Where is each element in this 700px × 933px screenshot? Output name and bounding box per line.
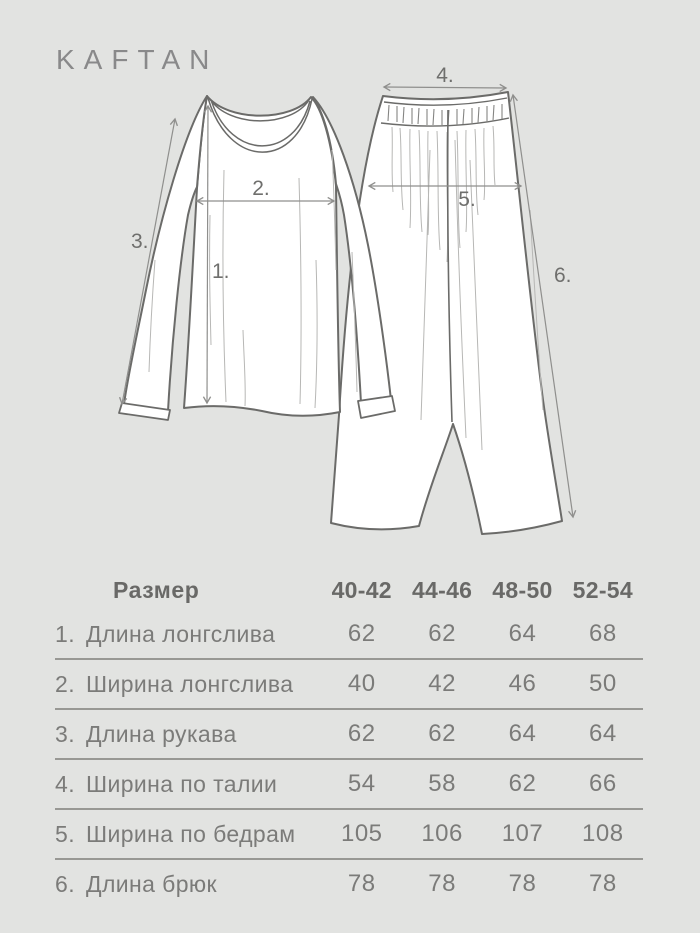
- measure-label-4: 4.: [436, 64, 454, 87]
- cell-value: 40: [347, 670, 376, 697]
- row-label-cell: [55, 771, 322, 798]
- table-row: [55, 860, 643, 908]
- table-row: [55, 710, 643, 760]
- cell-value: 62: [508, 770, 537, 797]
- measure-line-4: [384, 87, 506, 88]
- cell-value: 62: [428, 720, 456, 747]
- measure-label-5: 5.: [458, 188, 476, 211]
- table-row: [55, 660, 643, 710]
- cell-value: 62: [347, 620, 376, 647]
- cell-value: 58: [428, 770, 456, 797]
- cell-value: 62: [428, 620, 456, 647]
- row-label: Ширина по талии: [86, 770, 278, 797]
- table-row: [55, 610, 643, 660]
- cell-value: 66: [588, 770, 617, 797]
- size-column-header: 44-46: [411, 576, 473, 603]
- cell-value: 107: [501, 820, 544, 847]
- cell-value: 50: [588, 670, 617, 697]
- cell-value: 78: [508, 870, 537, 897]
- brand-logo: KAFTAN: [56, 44, 219, 75]
- row-label: Длина брюк: [86, 870, 218, 897]
- measure-label-1: 1.: [212, 260, 230, 283]
- row-label: Длина лонгслива: [86, 620, 276, 647]
- cell-value: 106: [421, 820, 463, 847]
- row-number: 6.: [55, 870, 75, 897]
- measure-label-6: 6.: [554, 264, 572, 287]
- row-number: 3.: [55, 720, 75, 747]
- size-table: [55, 570, 643, 908]
- row-label-cell: [55, 721, 322, 748]
- cell-value: 64: [588, 720, 617, 747]
- cell-value: 46: [508, 670, 537, 697]
- size-column-header: 52-54: [572, 576, 633, 603]
- row-label: Ширина лонгслива: [86, 670, 294, 697]
- row-label-cell: [55, 621, 322, 648]
- cell-value: 105: [340, 820, 383, 847]
- cell-value: 42: [428, 670, 456, 697]
- cell-value: 78: [588, 870, 617, 897]
- size-table-header: [55, 570, 643, 610]
- row-label-cell: [55, 871, 322, 898]
- row-number: 4.: [55, 770, 75, 797]
- row-label-cell: [55, 671, 322, 698]
- row-label-cell: [55, 821, 322, 848]
- cell-value: 108: [582, 820, 624, 847]
- table-row: [55, 760, 643, 810]
- cell-value: 68: [588, 620, 617, 647]
- row-label: Ширина по бедрам: [86, 820, 296, 847]
- size-column-header: 48-50: [492, 576, 553, 603]
- measure-label-3: 3.: [131, 230, 149, 253]
- table-row: [55, 810, 643, 860]
- size-table-title: Размер: [113, 576, 200, 603]
- row-number: 2.: [55, 670, 75, 697]
- cell-value: 64: [508, 620, 537, 647]
- cell-value: 62: [347, 720, 376, 747]
- cell-value: 78: [347, 870, 376, 897]
- cell-value: 54: [347, 770, 376, 797]
- cell-value: 78: [428, 870, 456, 897]
- size-column-header: 40-42: [331, 576, 392, 603]
- row-number: 5.: [55, 820, 75, 847]
- size-table-header-label-cell: [55, 577, 322, 604]
- row-label: Длина рукава: [86, 720, 237, 747]
- row-number: 1.: [55, 620, 75, 647]
- measure-label-2: 2.: [252, 177, 270, 200]
- cell-value: 64: [508, 720, 537, 747]
